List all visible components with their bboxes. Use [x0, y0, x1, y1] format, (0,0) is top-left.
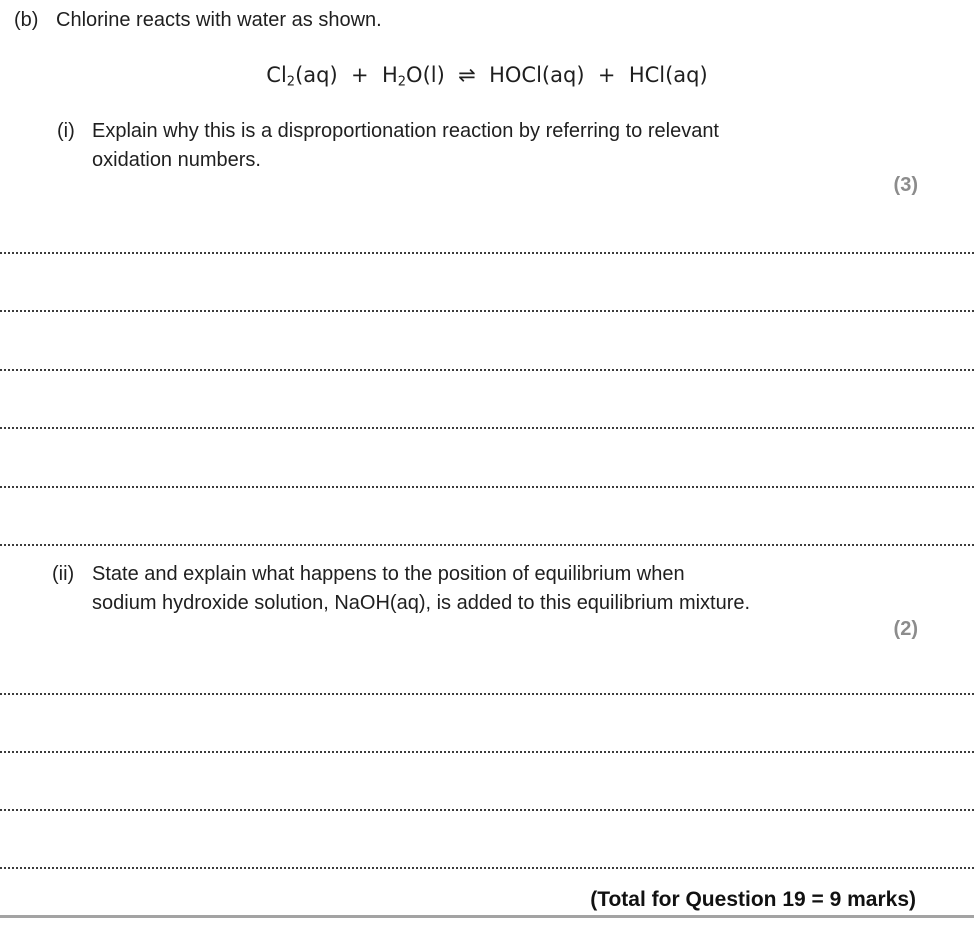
answer-line [0, 429, 974, 488]
chemical-equation [0, 60, 974, 98]
question-i-text [92, 117, 852, 174]
subscript: 2 [286, 74, 296, 90]
question-i-line-2: oxidation numbers. [92, 148, 261, 171]
answer-line [0, 195, 974, 254]
total-marks-text: (Total for Question 19 = 9 marks) [590, 888, 916, 911]
answer-line [0, 254, 974, 313]
equation-segment: Cl [266, 63, 287, 87]
question-ii-line-2: sodium hydroxide solution, NaOH(aq), is added to this equilibrium mixture. [92, 591, 751, 614]
answer-line [0, 371, 974, 430]
footer-divider [0, 915, 974, 918]
equation-segment: O(l) [406, 63, 459, 87]
question-ii [52, 560, 882, 617]
answer-line [0, 811, 974, 869]
answer-line [0, 637, 974, 695]
answer-line [0, 753, 974, 811]
marks-badge-i: (3) [893, 174, 918, 196]
equation-segment: HOCl(aq) + HCl(aq) [475, 63, 708, 87]
answer-lines-ii [0, 637, 974, 869]
question-ii-label: (ii) [52, 563, 75, 585]
part-b-question [14, 6, 382, 34]
answer-line [0, 695, 974, 753]
answer-line [0, 312, 974, 371]
question-i-label: (i) [57, 120, 75, 142]
question-i-line-1: Explain why this is a disproportionation reaction by referring to relevant [92, 120, 719, 142]
question-ii-line-1: State and explain what happens to the position of equilibrium when [92, 563, 685, 585]
equilibrium-arrow: ⇌ [458, 63, 476, 87]
question-i [57, 117, 852, 174]
marks-badge-ii: (2) [893, 618, 918, 640]
question-ii-text [92, 560, 882, 617]
part-b-label: (b) [14, 9, 39, 31]
equation-segment: (aq) + H [295, 63, 398, 87]
part-b-text: Chlorine reacts with water as shown. [56, 9, 382, 31]
answer-line [0, 488, 974, 547]
subscript: 2 [397, 74, 407, 90]
answer-lines-i [0, 195, 974, 546]
